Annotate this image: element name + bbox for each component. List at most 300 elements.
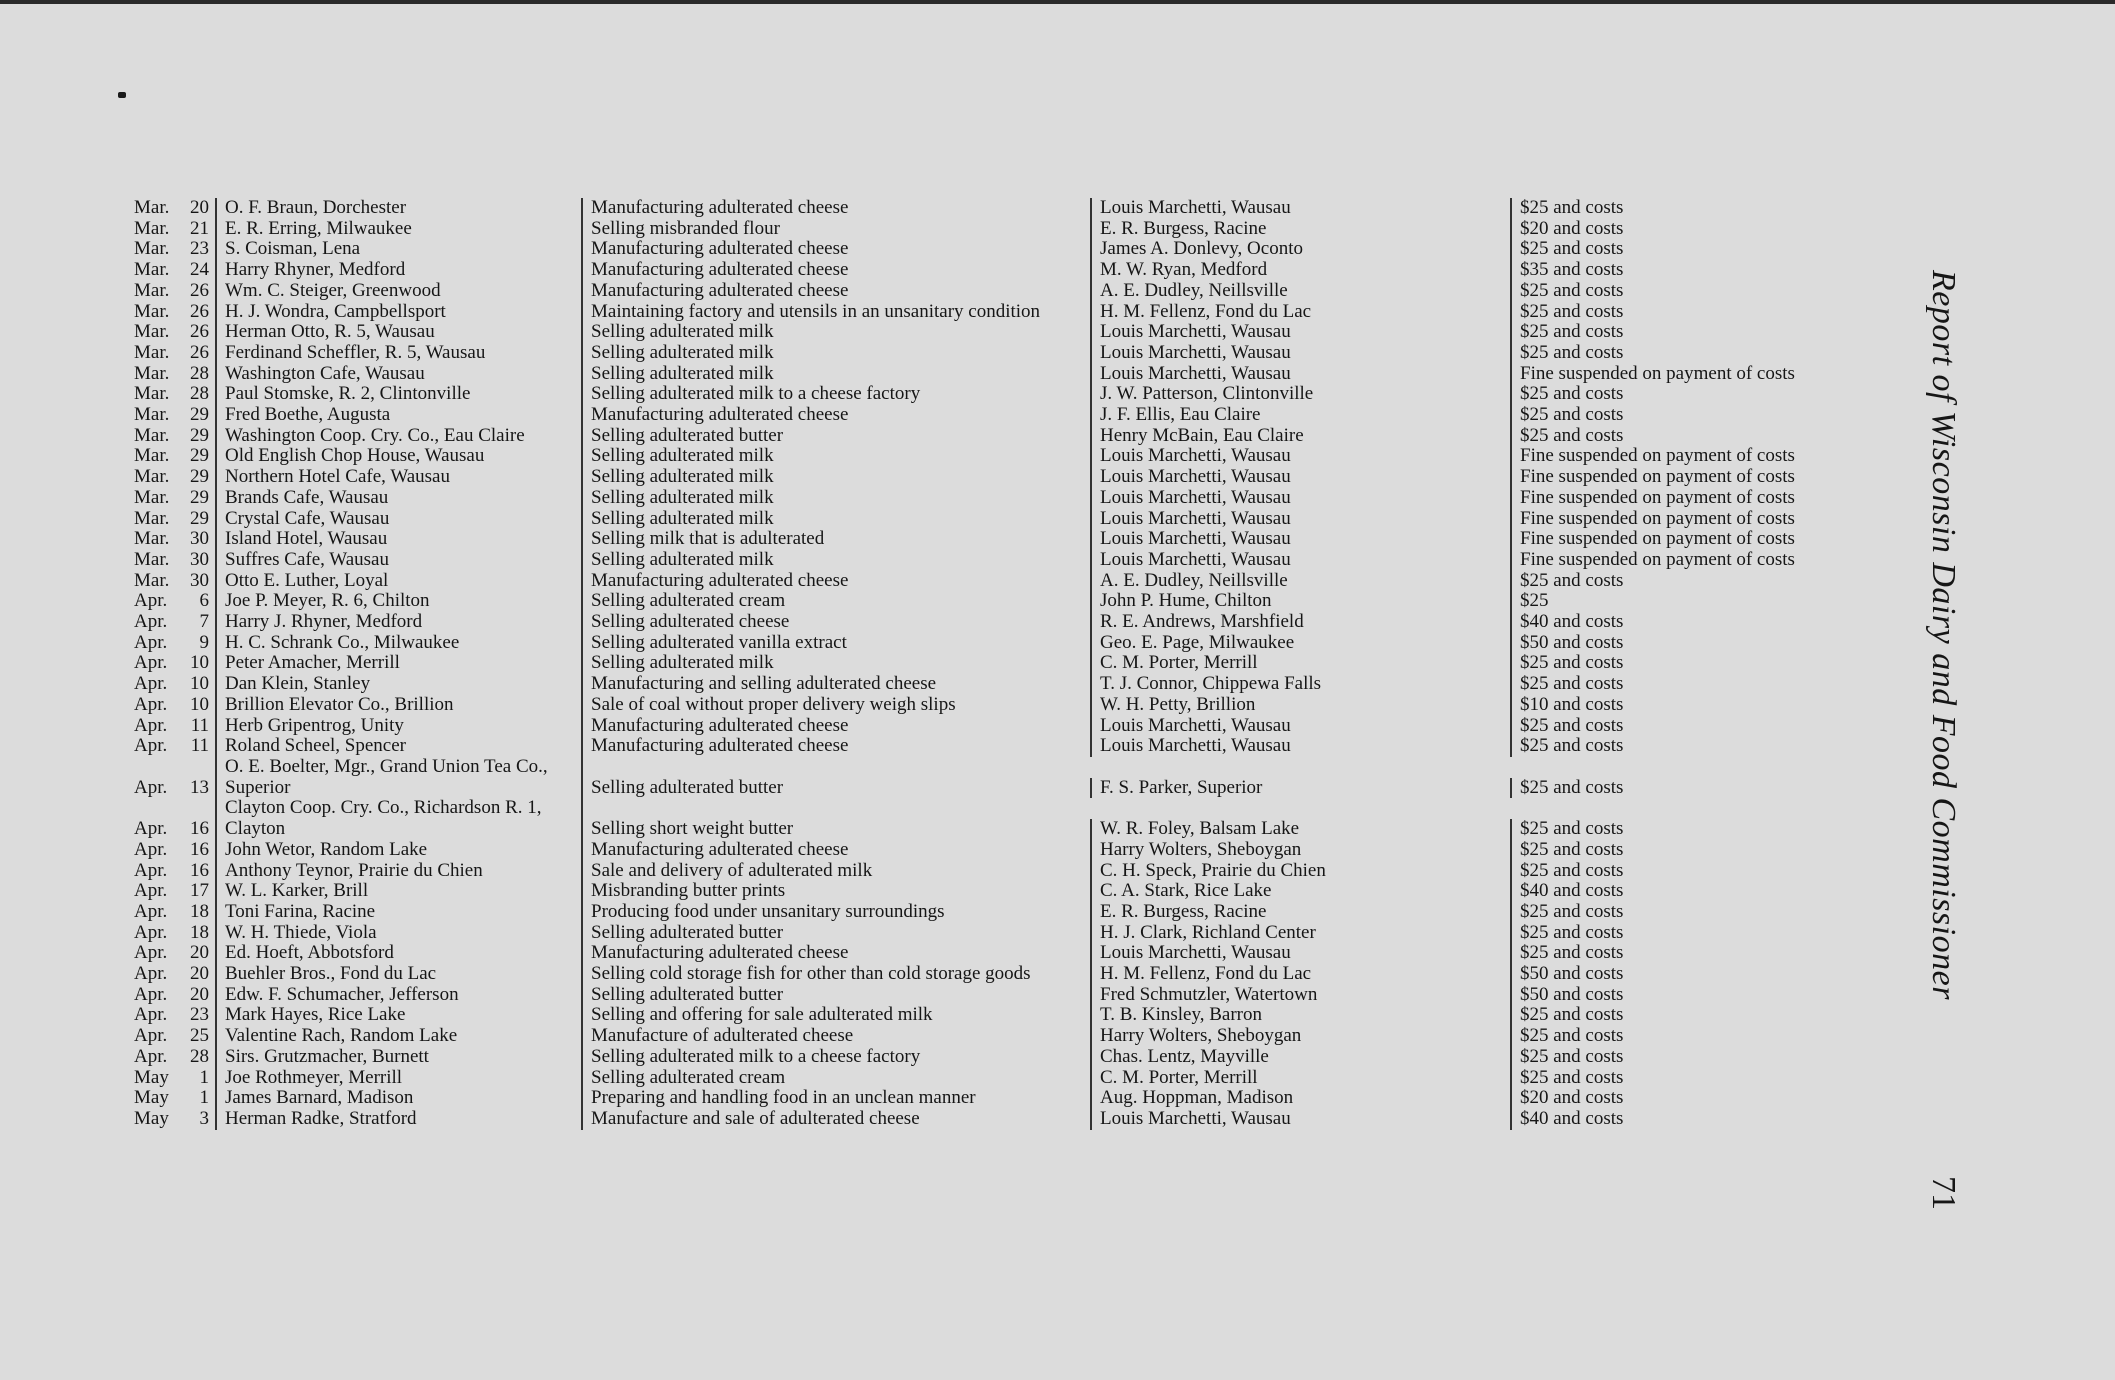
date-cell xyxy=(130,1005,215,1026)
offense-cell: Selling adulterated milk xyxy=(583,653,1092,674)
defendant-cell: Joe P. Meyer, R. 6, Chilton xyxy=(215,591,583,612)
complainant-cell: Harry Wolters, Sheboygan xyxy=(1092,840,1512,861)
penalty-cell: $10 and costs xyxy=(1520,693,1624,715)
penalty-cell: $25 and costs xyxy=(1520,1066,1624,1088)
offense-cell: Producing food under unsanitary surroundings xyxy=(583,902,1092,923)
month: Mar. xyxy=(134,445,170,467)
complainant-cell: Louis Marchetti, Wausau xyxy=(1092,198,1512,219)
date-cell xyxy=(130,736,215,757)
defendant-cell: Old English Chop House, Wausau xyxy=(215,446,583,467)
defendant-cell: Island Hotel, Wausau xyxy=(215,529,583,550)
offense-cell: Misbranding butter prints xyxy=(583,881,1092,902)
complainant-cell: Louis Marchetti, Wausau xyxy=(1092,343,1512,364)
offense-cell: Selling short weight butter xyxy=(583,819,1092,840)
penalty-cell: $25 and costs xyxy=(1520,321,1624,343)
month: Apr. xyxy=(134,693,168,715)
offense-cell: Selling adulterated milk xyxy=(583,488,1092,509)
defendant-cell: Herman Otto, R. 5, Wausau xyxy=(215,322,583,343)
date-cell xyxy=(130,943,215,964)
defendant-cell: Valentine Rach, Random Lake xyxy=(215,1026,583,1047)
day: 29 xyxy=(190,445,209,467)
penalty-cell: $40 and costs xyxy=(1520,1107,1624,1129)
offense-cell: Preparing and handling food in an unclean manner xyxy=(583,1088,1092,1109)
defendant-cell: Buehler Bros., Fond du Lac xyxy=(215,964,583,985)
penalty-cell: $25 and costs xyxy=(1520,404,1624,426)
offense-cell: Manufacturing adulterated cheese xyxy=(583,260,1092,281)
table-row xyxy=(130,239,1890,260)
complainant-cell: Fred Schmutzler, Watertown xyxy=(1092,985,1512,1006)
day: 10 xyxy=(190,652,209,674)
day: 11 xyxy=(190,714,209,736)
date-cell xyxy=(130,509,215,530)
offense-cell: Selling adulterated milk xyxy=(583,446,1092,467)
offense-cell: Manufacturing adulterated cheese xyxy=(583,943,1092,964)
defendant-cell: Mark Hayes, Rice Lake xyxy=(215,1005,583,1026)
penalty-cell: $25 and costs xyxy=(1520,776,1624,798)
penalty-cell: Fine suspended on payment of costs xyxy=(1520,445,1795,467)
table-row xyxy=(130,260,1890,281)
date-cell xyxy=(130,571,215,592)
defendant-cell: Clayton Coop. Cry. Co., Richardson R. 1, Clayton xyxy=(215,798,583,839)
complainant-cell: F. S. Parker, Superior xyxy=(1092,778,1512,799)
penalty-cell: $20 and costs xyxy=(1520,217,1624,239)
offense-cell: Selling adulterated cream xyxy=(583,591,1092,612)
table-row xyxy=(130,1068,1890,1089)
offense-cell: Selling adulterated cream xyxy=(583,1068,1092,1089)
defendant-cell: Roland Scheel, Spencer xyxy=(215,736,583,757)
table-row xyxy=(130,426,1890,447)
running-title: Report of Wisconsin Dairy and Food Commissioner xyxy=(1925,270,1962,1000)
date-cell xyxy=(130,446,215,467)
month: Mar. xyxy=(134,528,170,550)
complainant-cell: T. B. Kinsley, Barron xyxy=(1092,1005,1512,1026)
complainant-cell: C. H. Speck, Prairie du Chien xyxy=(1092,861,1512,882)
penalty-cell: $25 and costs xyxy=(1520,859,1624,881)
month: Apr. xyxy=(134,1045,168,1067)
penalty-cell: $25 and costs xyxy=(1520,714,1624,736)
defendant-cell: Ferdinand Scheffler, R. 5, Wausau xyxy=(215,343,583,364)
table-row xyxy=(130,405,1890,426)
penalty-cell: $25 and costs xyxy=(1520,652,1624,674)
month: Apr. xyxy=(134,1004,168,1026)
table-row xyxy=(130,674,1890,695)
defendant-cell: W. L. Karker, Brill xyxy=(215,881,583,902)
offense-cell: Manufacturing adulterated cheese xyxy=(583,405,1092,426)
month: Mar. xyxy=(134,341,170,363)
prosecutions-table xyxy=(130,198,1890,1130)
month: May xyxy=(134,1107,169,1129)
offense-cell: Manufacturing adulterated cheese xyxy=(583,736,1092,757)
date-cell xyxy=(130,1068,215,1089)
date-cell xyxy=(130,488,215,509)
penalty-cell: $25 and costs xyxy=(1520,279,1624,301)
defendant-cell: Edw. F. Schumacher, Jefferson xyxy=(215,985,583,1006)
table-row xyxy=(130,384,1890,405)
defendant-cell: Washington Cafe, Wausau xyxy=(215,364,583,385)
defendant-cell: Paul Stomske, R. 2, Clintonville xyxy=(215,384,583,405)
complainant-cell: J. W. Patterson, Clintonville xyxy=(1092,384,1512,405)
table-row xyxy=(130,467,1890,488)
month: Apr. xyxy=(134,590,168,612)
day: 23 xyxy=(190,1004,209,1026)
offense-cell: Manufacture and sale of adulterated cheese xyxy=(583,1109,1092,1130)
month: Mar. xyxy=(134,238,170,260)
complainant-cell: H. M. Fellenz, Fond du Lac xyxy=(1092,302,1512,323)
table-row xyxy=(130,550,1890,571)
month: Apr. xyxy=(134,735,168,757)
month: Apr. xyxy=(134,776,168,798)
date-cell xyxy=(130,198,215,219)
complainant-cell: Louis Marchetti, Wausau xyxy=(1092,529,1512,550)
table-row xyxy=(130,881,1890,902)
complainant-cell: Louis Marchetti, Wausau xyxy=(1092,322,1512,343)
date-cell xyxy=(130,322,215,343)
day: 1 xyxy=(199,1087,209,1109)
day: 30 xyxy=(190,569,209,591)
penalty-cell: $35 and costs xyxy=(1520,259,1624,281)
complainant-cell: J. F. Ellis, Eau Claire xyxy=(1092,405,1512,426)
date-cell xyxy=(130,550,215,571)
penalty-cell: Fine suspended on payment of costs xyxy=(1520,548,1795,570)
month: Apr. xyxy=(134,631,168,653)
penalty-cell: $50 and costs xyxy=(1520,983,1624,1005)
date-cell xyxy=(130,1047,215,1068)
date-cell xyxy=(130,964,215,985)
month: Apr. xyxy=(134,673,168,695)
day: 29 xyxy=(190,404,209,426)
complainant-cell: Louis Marchetti, Wausau xyxy=(1092,446,1512,467)
penalty-cell: Fine suspended on payment of costs xyxy=(1520,486,1795,508)
offense-cell: Selling and offering for sale adulterated milk xyxy=(583,1005,1092,1026)
offense-cell: Manufacturing adulterated cheese xyxy=(583,716,1092,737)
day: 3 xyxy=(199,1107,209,1129)
date-cell xyxy=(130,612,215,633)
offense-cell: Manufacturing adulterated cheese xyxy=(583,281,1092,302)
month: Mar. xyxy=(134,424,170,446)
day: 16 xyxy=(190,838,209,860)
complainant-cell: Louis Marchetti, Wausau xyxy=(1092,364,1512,385)
complainant-cell: Chas. Lentz, Mayville xyxy=(1092,1047,1512,1068)
defendant-cell: Peter Amacher, Merrill xyxy=(215,653,583,674)
complainant-cell: James A. Donlevy, Oconto xyxy=(1092,239,1512,260)
table-row xyxy=(130,1109,1890,1130)
day: 17 xyxy=(190,880,209,902)
table-row xyxy=(130,840,1890,861)
day: 18 xyxy=(190,900,209,922)
day: 28 xyxy=(190,1045,209,1067)
offense-cell: Sale and delivery of adulterated milk xyxy=(583,861,1092,882)
date-cell xyxy=(130,529,215,550)
month: Mar. xyxy=(134,507,170,529)
penalty-cell: $25 and costs xyxy=(1520,341,1624,363)
date-cell xyxy=(130,1088,215,1109)
month: Mar. xyxy=(134,300,170,322)
table-row xyxy=(130,902,1890,923)
day: 20 xyxy=(190,963,209,985)
complainant-cell: John P. Hume, Chilton xyxy=(1092,591,1512,612)
table-row xyxy=(130,612,1890,633)
offense-cell: Manufacturing and selling adulterated cheese xyxy=(583,674,1092,695)
table-row xyxy=(130,446,1890,467)
defendant-cell: H. C. Schrank Co., Milwaukee xyxy=(215,633,583,654)
table-row xyxy=(130,985,1890,1006)
penalty-cell: $25 and costs xyxy=(1520,383,1624,405)
complainant-cell: Louis Marchetti, Wausau xyxy=(1092,716,1512,737)
table-row xyxy=(130,529,1890,550)
date-cell xyxy=(130,239,215,260)
offense-cell: Selling adulterated vanilla extract xyxy=(583,633,1092,654)
month: Apr. xyxy=(134,880,168,902)
day: 29 xyxy=(190,486,209,508)
complainant-cell: Louis Marchetti, Wausau xyxy=(1092,1109,1512,1130)
day: 23 xyxy=(190,238,209,260)
table-row xyxy=(130,633,1890,654)
defendant-cell: Herman Radke, Stratford xyxy=(215,1109,583,1130)
day: 18 xyxy=(190,921,209,943)
month: Apr. xyxy=(134,611,168,633)
complainant-cell: A. E. Dudley, Neillsville xyxy=(1092,571,1512,592)
day: 20 xyxy=(190,197,209,218)
complainant-cell: Louis Marchetti, Wausau xyxy=(1092,467,1512,488)
penalty-cell: $25 and costs xyxy=(1520,838,1624,860)
table-row xyxy=(130,653,1890,674)
offense-cell: Selling adulterated milk xyxy=(583,509,1092,530)
day: 9 xyxy=(199,631,209,653)
month: Mar. xyxy=(134,217,170,239)
table-row xyxy=(130,798,1890,839)
date-cell xyxy=(130,985,215,1006)
offense-cell: Selling adulterated butter xyxy=(583,923,1092,944)
date-cell xyxy=(130,653,215,674)
table-row xyxy=(130,716,1890,737)
complainant-cell: Geo. E. Page, Milwaukee xyxy=(1092,633,1512,654)
penalty-cell: $25 and costs xyxy=(1520,300,1624,322)
page-number: 71 xyxy=(1925,1176,1962,1210)
defendant-cell: Crystal Cafe, Wausau xyxy=(215,509,583,530)
complainant-cell: R. E. Andrews, Marshfield xyxy=(1092,612,1512,633)
offense-cell: Selling adulterated milk xyxy=(583,550,1092,571)
table-row xyxy=(130,1026,1890,1047)
scan-edge xyxy=(0,0,2115,4)
offense-cell: Selling adulterated butter xyxy=(583,778,1092,799)
day: 20 xyxy=(190,983,209,1005)
date-cell xyxy=(130,902,215,923)
penalty-cell: $25 and costs xyxy=(1520,197,1624,218)
penalty-cell: $50 and costs xyxy=(1520,631,1624,653)
table-row xyxy=(130,1047,1890,1068)
table-row xyxy=(130,1088,1890,1109)
defendant-cell: Northern Hotel Cafe, Wausau xyxy=(215,467,583,488)
date-cell xyxy=(130,219,215,240)
month: Apr. xyxy=(134,942,168,964)
day: 10 xyxy=(190,693,209,715)
month: Mar. xyxy=(134,279,170,301)
defendant-cell: Harry J. Rhyner, Medford xyxy=(215,612,583,633)
month: Mar. xyxy=(134,259,170,281)
offense-cell: Selling adulterated milk xyxy=(583,322,1092,343)
defendant-cell: John Wetor, Random Lake xyxy=(215,840,583,861)
penalty-cell: $25 xyxy=(1520,590,1549,612)
month: Mar. xyxy=(134,548,170,570)
day: 10 xyxy=(190,673,209,695)
date-cell xyxy=(130,840,215,861)
date-cell xyxy=(130,861,215,882)
month: Apr. xyxy=(134,963,168,985)
defendant-cell: Anthony Teynor, Prairie du Chien xyxy=(215,861,583,882)
month: Apr. xyxy=(134,983,168,1005)
table-row xyxy=(130,302,1890,323)
day: 26 xyxy=(190,341,209,363)
day: 16 xyxy=(190,859,209,881)
penalty-cell: Fine suspended on payment of costs xyxy=(1520,528,1795,550)
day: 28 xyxy=(190,383,209,405)
defendant-cell: Ed. Hoeft, Abbotsford xyxy=(215,943,583,964)
day: 7 xyxy=(199,611,209,633)
month: May xyxy=(134,1087,169,1109)
complainant-cell: Louis Marchetti, Wausau xyxy=(1092,943,1512,964)
defendant-cell: H. J. Wondra, Campbellsport xyxy=(215,302,583,323)
table-row xyxy=(130,322,1890,343)
month: Apr. xyxy=(134,1025,168,1047)
offense-cell: Selling cold storage fish for other than cold storage goods xyxy=(583,964,1092,985)
complainant-cell: T. J. Connor, Chippewa Falls xyxy=(1092,674,1512,695)
date-cell xyxy=(130,633,215,654)
offense-cell: Sale of coal without proper delivery weigh slips xyxy=(583,695,1092,716)
table-row xyxy=(130,343,1890,364)
offense-cell: Selling adulterated milk to a cheese factory xyxy=(583,384,1092,405)
complainant-cell: W. H. Petty, Brillion xyxy=(1092,695,1512,716)
table-row xyxy=(130,736,1890,757)
offense-cell: Selling adulterated cheese xyxy=(583,612,1092,633)
day: 26 xyxy=(190,279,209,301)
offense-cell: Selling adulterated butter xyxy=(583,426,1092,447)
complainant-cell: A. E. Dudley, Neillsville xyxy=(1092,281,1512,302)
date-cell xyxy=(130,426,215,447)
date-cell xyxy=(130,819,215,840)
table-row xyxy=(130,364,1890,385)
month: Apr. xyxy=(134,652,168,674)
month: Mar. xyxy=(134,486,170,508)
complainant-cell: C. M. Porter, Merrill xyxy=(1092,1068,1512,1089)
penalty-cell: $25 and costs xyxy=(1520,921,1624,943)
offense-cell: Manufacturing adulterated cheese xyxy=(583,239,1092,260)
month: May xyxy=(134,1066,169,1088)
table-row xyxy=(130,281,1890,302)
date-cell xyxy=(130,778,215,799)
day: 20 xyxy=(190,942,209,964)
day: 29 xyxy=(190,424,209,446)
penalty-cell: $50 and costs xyxy=(1520,963,1624,985)
complainant-cell: W. R. Foley, Balsam Lake xyxy=(1092,819,1512,840)
defendant-cell: O. E. Boelter, Mgr., Grand Union Tea Co., Superior xyxy=(215,757,583,798)
table-row xyxy=(130,219,1890,240)
defendant-cell: Wm. C. Steiger, Greenwood xyxy=(215,281,583,302)
complainant-cell: Louis Marchetti, Wausau xyxy=(1092,550,1512,571)
complainant-cell: Harry Wolters, Sheboygan xyxy=(1092,1026,1512,1047)
penalty-cell: $25 and costs xyxy=(1520,1045,1624,1067)
complainant-cell: C. A. Stark, Rice Lake xyxy=(1092,881,1512,902)
defendant-cell: Washington Coop. Cry. Co., Eau Claire xyxy=(215,426,583,447)
defendant-cell: Brands Cafe, Wausau xyxy=(215,488,583,509)
day: 30 xyxy=(190,548,209,570)
penalty-cell: $40 and costs xyxy=(1520,611,1624,633)
month: Apr. xyxy=(134,818,168,840)
day: 29 xyxy=(190,507,209,529)
day: 21 xyxy=(190,217,209,239)
month: Apr. xyxy=(134,838,168,860)
table-row xyxy=(130,964,1890,985)
running-header xyxy=(1918,270,1968,1210)
date-cell xyxy=(130,405,215,426)
date-cell xyxy=(130,1109,215,1130)
defendant-cell: O. F. Braun, Dorchester xyxy=(215,198,583,219)
defendant-cell: W. H. Thiede, Viola xyxy=(215,923,583,944)
offense-cell: Selling adulterated milk xyxy=(583,343,1092,364)
defendant-cell: Suffres Cafe, Wausau xyxy=(215,550,583,571)
day: 29 xyxy=(190,466,209,488)
penalty-cell: Fine suspended on payment of costs xyxy=(1520,507,1795,529)
complainant-cell: H. J. Clark, Richland Center xyxy=(1092,923,1512,944)
day: 11 xyxy=(190,735,209,757)
table-row xyxy=(130,923,1890,944)
penalty-cell: $25 and costs xyxy=(1520,673,1624,695)
table-row xyxy=(130,488,1890,509)
month: Apr. xyxy=(134,714,168,736)
date-cell xyxy=(130,923,215,944)
day: 30 xyxy=(190,528,209,550)
defendant-cell: Otto E. Luther, Loyal xyxy=(215,571,583,592)
penalty-cell: $25 and costs xyxy=(1520,818,1624,840)
offense-cell: Maintaining factory and utensils in an unsanitary condition xyxy=(583,302,1092,323)
date-cell xyxy=(130,467,215,488)
defendant-cell: Toni Farina, Racine xyxy=(215,902,583,923)
day: 25 xyxy=(190,1025,209,1047)
defendant-cell: Brillion Elevator Co., Brillion xyxy=(215,695,583,716)
offense-cell: Manufacture of adulterated cheese xyxy=(583,1026,1092,1047)
date-cell xyxy=(130,591,215,612)
penalty-cell: Fine suspended on payment of costs xyxy=(1520,362,1795,384)
complainant-cell: H. M. Fellenz, Fond du Lac xyxy=(1092,964,1512,985)
complainant-cell: Henry McBain, Eau Claire xyxy=(1092,426,1512,447)
day: 13 xyxy=(190,776,209,798)
month: Apr. xyxy=(134,900,168,922)
month: Apr. xyxy=(134,859,168,881)
offense-cell: Selling adulterated milk xyxy=(583,364,1092,385)
date-cell xyxy=(130,343,215,364)
penalty-cell: $25 and costs xyxy=(1520,238,1624,260)
month: Mar. xyxy=(134,383,170,405)
date-cell xyxy=(130,1026,215,1047)
date-cell xyxy=(130,364,215,385)
table-row xyxy=(130,1005,1890,1026)
table-row xyxy=(130,861,1890,882)
defendant-cell: Herb Gripentrog, Unity xyxy=(215,716,583,737)
penalty-cell: $25 and costs xyxy=(1520,942,1624,964)
defendant-cell: Joe Rothmeyer, Merrill xyxy=(215,1068,583,1089)
date-cell xyxy=(130,674,215,695)
ink-speck xyxy=(118,92,126,98)
offense-cell: Manufacturing adulterated cheese xyxy=(583,198,1092,219)
table-row xyxy=(130,509,1890,530)
date-cell xyxy=(130,302,215,323)
defendant-cell: James Barnard, Madison xyxy=(215,1088,583,1109)
table-row xyxy=(130,695,1890,716)
month: Mar. xyxy=(134,466,170,488)
month: Mar. xyxy=(134,197,170,218)
offense-cell: Selling adulterated milk to a cheese factory xyxy=(583,1047,1092,1068)
date-cell xyxy=(130,281,215,302)
penalty-cell: $40 and costs xyxy=(1520,880,1624,902)
